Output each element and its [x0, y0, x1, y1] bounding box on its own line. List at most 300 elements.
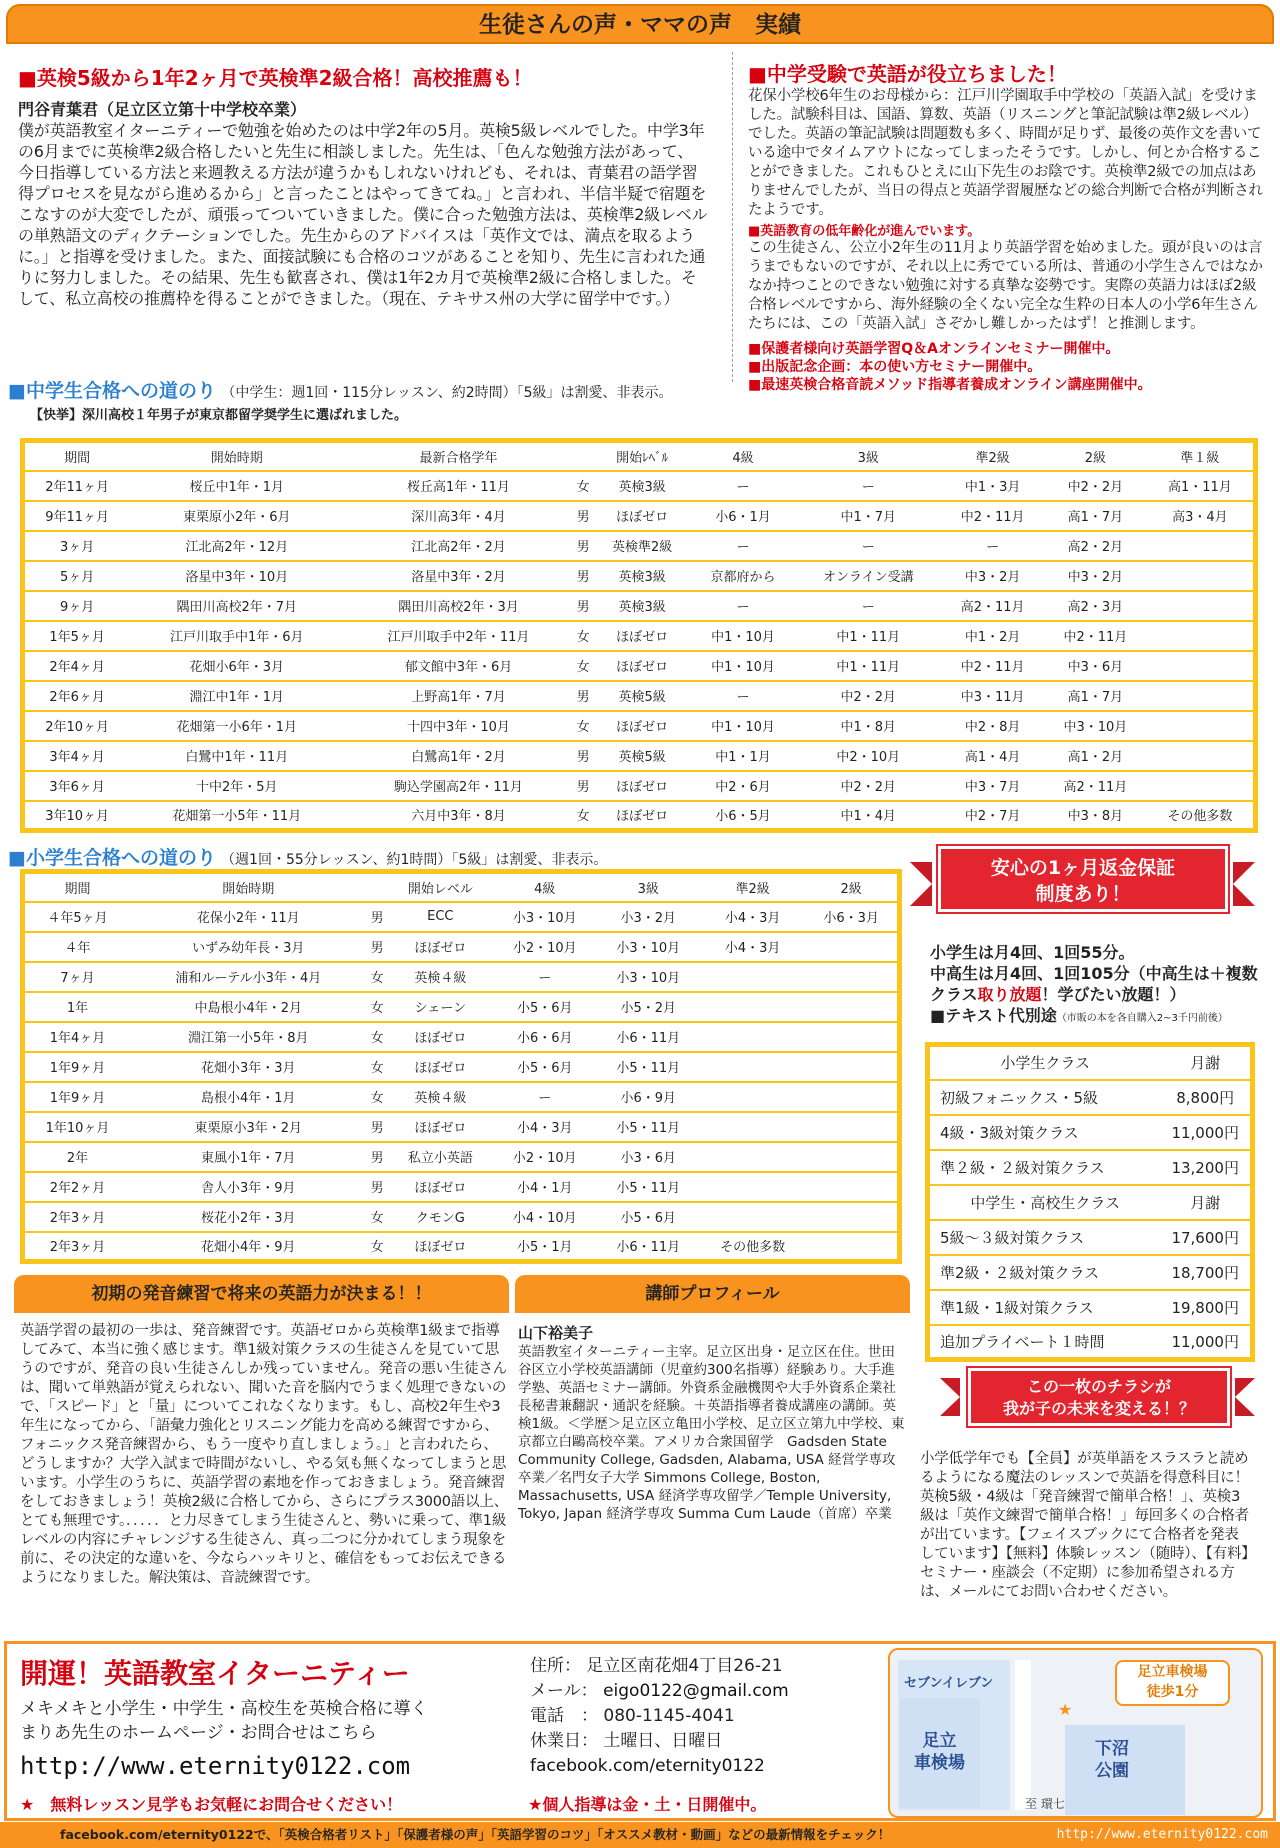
table-cell: ほぼゼロ [594, 621, 691, 651]
table-cell: 小2・10月 [493, 932, 596, 962]
table-cell: ４年5ヶ月 [23, 902, 131, 932]
table-cell: 中2・2月 [795, 681, 941, 711]
table-cell: 桜丘高1年・11月 [344, 471, 572, 501]
tel-value: 080-1145-4041 [603, 1706, 735, 1726]
table-cell: 中3・8月 [1044, 801, 1147, 831]
table-cell: ほぼゼロ [594, 771, 691, 801]
table-cell: ー [795, 531, 941, 561]
table-cell: 準1級・1級対策クラス [928, 1290, 1161, 1325]
table-cell: 中1・4月 [795, 801, 941, 831]
profile-body: 英語教室イターニティー主宰。足立区出身・足立区在住。世田谷区立小学校英語講師（児童約300名指導）経験あり。大手進学塾、英語セミナー講師。外資系金融機関や大手外資系企業社長秘書兼翻訳・通訳を経験。＋英語指導者養成講座の講師。英検1級。＜学歴＞足立区立亀田小学校、足立区立第九中学校、東京都立白鷗高校卒業。アメリカ合衆国留学 Gadsden State Community College, Gadsden, Alabama, USA 経営学専攻卒業／名門女子大学 Simmons College, Boston, Massachusetts, USA 経済学専攻留学／Temple University, Tokyo, Japan 経済学専攻 Summa Cum Laude（首席）卒業 [518, 1344, 905, 1522]
right-story-red: ■英語教育の低年齢化が進んでいます。 [748, 224, 981, 239]
table-cell: 花畑小4年・9月 [130, 1232, 367, 1262]
table-cell: 5ヶ月 [23, 561, 130, 591]
table-cell: 男 [573, 681, 594, 711]
table-row [23, 651, 1256, 681]
jhs-note: 【快挙】深川高校１年男子が東京都留学奨学生に選ばれました。 [30, 408, 408, 423]
table-cell: 女 [367, 992, 388, 1022]
table-header: 4級 [691, 441, 796, 471]
right-story-body1: 花保小学校6年生のお母様から：江戸川学園取手中学校の「英語入試」を受けました。試験科目は、国語、算数、英語（リスニングと筆記試験は準2級レベル）でした。英語の筆記試験は問題数も多く、時間が足りず、最後の英作文を書いている途中でタイムアウトになってしまったそうです。しかし、何とか合格することができました。これもひとえに山下先生のお陰です。英検準2級での加点はありませんでしたが、当日の得点と英語学習履歴などの総合判断で合格が判断されたようです。 [748, 88, 1263, 218]
left-story-body: 僕が英語教室イターニティーで勉強を始めたのは中学2年の5月。英検5級レベルでした。中学3年の6月までに英検準2級合格したいと先生に相談しました。先生は、「色んな勉強方法があって、今日指導している方法と来週教える方法が違うかもしれないけれども、それは、青葉君の語学習得プロセスを見ながら進めるから」と言ったことはやってきてね。」と言われ、半信半疑で宿題をこなすのが大変でしたが、頑張ってついていきました。僕に合った勉強方法は、英検準2級レベルの単熟語文のディクテーションでした。先生からのアドバイスは「英作文では、満点を取るように。」と指導を受けました。また、面接試験にも合格のコツがあることを知り、先生に言われた通りに努力しました。その結果、先生も歓喜され、僕は1年2カ月で英検準2級に合格しました。そして、私立高校の推薦枠を得ることができました。（現在、テキサス州の大学に留学中です。） [18, 121, 708, 308]
table-cell: 中2・11月 [941, 651, 1044, 681]
table-cell: 舎人小3年・9月 [130, 1172, 367, 1202]
table-cell: 高2・11月 [941, 591, 1044, 621]
table-cell: 中2・2月 [795, 771, 941, 801]
table-cell: 19,800円 [1160, 1290, 1252, 1325]
page-header: 生徒さんの声・ママの声 実績 [6, 4, 1274, 44]
table-cell: 私立小英語 [388, 1142, 493, 1172]
table-cell: ー [941, 531, 1044, 561]
table-header: 期間 [23, 872, 131, 902]
table-cell [700, 962, 805, 992]
ele-results-table [20, 869, 902, 1264]
table-cell [700, 1172, 805, 1202]
table-cell: 隅田川高校2年・3月 [344, 591, 572, 621]
table-cell: 花畑第一小6年・1月 [129, 711, 344, 741]
table-header: 開始ﾚﾍﾞﾙ [594, 441, 691, 471]
profile [518, 1322, 908, 1523]
table-cell: 中学生・高校生クラス [928, 1185, 1161, 1220]
table-cell: 3年10ヶ月 [23, 801, 130, 831]
table-cell [1147, 681, 1256, 711]
table-cell: 13,200円 [1160, 1150, 1252, 1185]
free-lesson-note: ★ 無料レッスン見学もお気軽にお問合せください！ [20, 1795, 403, 1814]
private-lesson-note: ★個人指導は金・土・日開催中。 [528, 1795, 767, 1814]
table-cell: 女 [367, 1202, 388, 1232]
ribbon-tail-right [1233, 862, 1255, 906]
table-cell [1147, 651, 1256, 681]
table-cell: 3年4ヶ月 [23, 741, 130, 771]
bottom-bar-url[interactable]: http://www.eternity0122.com [1056, 1827, 1268, 1842]
table-header: 開始時期 [129, 441, 344, 471]
flyer-ribbon: この一枚のチラシが 我が子の未来を変える！？ [968, 1368, 1230, 1426]
ele-title: ■小学生合格への道のり [8, 847, 216, 869]
table-row [23, 1082, 900, 1112]
table-cell [805, 1022, 899, 1052]
table-cell: 中3・2月 [941, 561, 1044, 591]
table-header: 準2級 [941, 441, 1044, 471]
table-cell: 高1・11月 [1147, 471, 1256, 501]
table-cell: 洛星中3年・2月 [344, 561, 572, 591]
table-cell: 六月中3年・8月 [344, 801, 572, 831]
table-cell: ECC [388, 902, 493, 932]
table-cell: 江戸川取手中1年・6月 [129, 621, 344, 651]
table-cell: 11,000円 [1160, 1325, 1252, 1360]
table-cell: 深川高3年・4月 [344, 501, 572, 531]
table-cell: ほぼゼロ [388, 1172, 493, 1202]
table-cell: 1年 [23, 992, 131, 1022]
table-cell [700, 1112, 805, 1142]
table-cell: 中2・11月 [941, 501, 1044, 531]
table-header: 期間 [23, 441, 130, 471]
table-cell: 男 [367, 1112, 388, 1142]
table-row [23, 1112, 900, 1142]
table-cell: その他多数 [700, 1232, 805, 1262]
table-cell: 中1・11月 [795, 651, 941, 681]
table-cell: 追加プライベート１時間 [928, 1325, 1161, 1360]
table-cell: 東栗原小3年・2月 [130, 1112, 367, 1142]
table-cell: 9年11ヶ月 [23, 501, 130, 531]
bottom-bar [0, 1822, 1280, 1848]
table-cell: 女 [573, 801, 594, 831]
table-row [23, 1202, 900, 1232]
school-name: 開運！英語教室イターニティー [20, 1657, 410, 1690]
address-value: 足立区南花畑4丁目26-21 [586, 1656, 783, 1676]
table-cell: 男 [367, 1142, 388, 1172]
price-row [928, 1255, 1253, 1290]
table-header: 2級 [805, 872, 899, 902]
ele-subtitle: （週1回・55分レッスン、約1時間）「5級」は割愛、非表示。 [221, 852, 608, 868]
holiday-label: 休業日： [530, 1731, 598, 1751]
table-cell: 小3・10月 [597, 962, 700, 992]
table-cell: 女 [367, 962, 388, 992]
bullet: ■最速英検合格音読メソッド指導者養成オンライン講座開催中。 [748, 377, 1152, 393]
table-cell: 3年6ヶ月 [23, 771, 130, 801]
table-cell: 隅田川高校2年・7月 [129, 591, 344, 621]
table-cell: 中1・10月 [691, 711, 796, 741]
map-target-star-icon: ★ [1058, 1700, 1073, 1719]
address-row [530, 1654, 860, 1679]
table-cell: 小3・10月 [597, 932, 700, 962]
table-cell [805, 962, 899, 992]
table-cell: 十中2年・5月 [129, 771, 344, 801]
price-row [928, 1150, 1253, 1185]
table-cell: 小4・3月 [700, 932, 805, 962]
table-cell: 英検４級 [388, 962, 493, 992]
price-row [928, 1080, 1253, 1115]
table-cell: 上野高1年・7月 [344, 681, 572, 711]
table-cell: 中1・2月 [941, 621, 1044, 651]
table-cell: 洛星中3年・10月 [129, 561, 344, 591]
left-story-headline: ■英検5級から1年2ヶ月で英検準2級合格！高校推薦も！ [18, 66, 533, 90]
table-row [23, 1142, 900, 1172]
map-block2-label: 下沼 公園 [1095, 1739, 1129, 1781]
table-cell: ほぼゼロ [388, 932, 493, 962]
table-cell: 3ヶ月 [23, 531, 130, 561]
pricing-line2b: 複数クラス [930, 964, 1258, 1004]
table-cell: 英検3級 [594, 471, 691, 501]
table-cell: 月謝 [1160, 1045, 1252, 1080]
table-cell: 小6・11月 [597, 1232, 700, 1262]
table-header [573, 441, 594, 471]
table-cell [1147, 711, 1256, 741]
table-cell [805, 1142, 899, 1172]
right-story-bullets [748, 340, 1263, 394]
left-story-author: 門谷青葉君（足立区立第十中学校卒業） [18, 100, 307, 119]
table-cell [700, 1202, 805, 1232]
pricing-table [925, 1042, 1255, 1362]
guarantee-ribbon: 安心の1ヶ月返金保証 制度あり！ [938, 846, 1228, 912]
price-header-row [928, 1045, 1253, 1080]
table-cell: ー [795, 591, 941, 621]
table-cell: ほぼゼロ [388, 1112, 493, 1142]
table-cell: 女 [573, 471, 594, 501]
table-cell: 小5・11月 [597, 1172, 700, 1202]
table-cell: ー [795, 471, 941, 501]
table-header: 最新合格学年 [344, 441, 572, 471]
table-cell: 中2・10月 [795, 741, 941, 771]
table-cell: 1年4ヶ月 [23, 1022, 131, 1052]
table-cell: 小5・11月 [597, 1112, 700, 1142]
table-cell: 女 [367, 1052, 388, 1082]
table-cell: 英検準2級 [594, 531, 691, 561]
table-cell: 2年3ヶ月 [23, 1232, 131, 1262]
table-cell: 中1・10月 [691, 621, 796, 651]
table-cell: 小6・11月 [597, 1022, 700, 1052]
table-cell: ほぼゼロ [594, 711, 691, 741]
mail-label: メール： [530, 1681, 598, 1701]
table-row [23, 621, 1256, 651]
table-cell: 淵江第一小5年・8月 [130, 1022, 367, 1052]
table-cell: 女 [367, 1022, 388, 1052]
table-header-row [23, 441, 1256, 471]
table-cell: クモンG [388, 1202, 493, 1232]
table-header-row [23, 872, 900, 902]
pricing-line2d: ！学びたい放題！） [1041, 985, 1186, 1004]
table-cell: 淵江中1年・1月 [129, 681, 344, 711]
tel-label: 電話 ： [530, 1706, 598, 1726]
table-cell [805, 1202, 899, 1232]
jhs-title-row [8, 376, 748, 403]
table-row [23, 471, 1256, 501]
table-row [23, 962, 900, 992]
table-cell: 花畑小6年・3月 [129, 651, 344, 681]
table-cell: 島根小4年・1月 [130, 1082, 367, 1112]
right-story-headline: ■中学受験で英語が役立ちました！ [748, 62, 1067, 86]
table-cell: 英検3級 [594, 561, 691, 591]
table-cell [1147, 741, 1256, 771]
table-cell: 桜花小2年・3月 [130, 1202, 367, 1232]
table-cell: 女 [573, 651, 594, 681]
table-cell [1147, 591, 1256, 621]
table-cell: 中1・11月 [795, 621, 941, 651]
table-cell: 中3・6月 [1044, 651, 1147, 681]
table-cell: 東栗原小2年・6月 [129, 501, 344, 531]
bullet: ■保護者様向け英語学習Q＆Aオンラインセミナー開催中。 [748, 341, 1120, 357]
holiday-row [530, 1729, 860, 1754]
table-cell: 初級フォニックス・5級 [928, 1080, 1161, 1115]
table-cell: 男 [573, 741, 594, 771]
table-cell: 江北高2年・12月 [129, 531, 344, 561]
table-cell: 小4・10月 [493, 1202, 596, 1232]
table-cell: 小6・1月 [691, 501, 796, 531]
table-cell: ほぼゼロ [388, 1232, 493, 1262]
table-header: 3級 [795, 441, 941, 471]
table-cell: 女 [367, 1082, 388, 1112]
table-cell: 17,600円 [1160, 1220, 1252, 1255]
price-row [928, 1290, 1253, 1325]
table-row [23, 561, 1256, 591]
access-map [888, 1648, 1263, 1818]
table-row [23, 741, 1256, 771]
table-cell: 月謝 [1160, 1185, 1252, 1220]
table-cell: 高2・3月 [1044, 591, 1147, 621]
table-cell: 中3・7月 [941, 771, 1044, 801]
table-cell: 女 [573, 711, 594, 741]
table-cell: 男 [573, 531, 594, 561]
table-cell: 浦和ルーテル小3年・4月 [130, 962, 367, 992]
pricing-info [930, 942, 1270, 1029]
mail-row [530, 1679, 860, 1704]
table-cell: 2年 [23, 1142, 131, 1172]
table-cell: ほぼゼロ [594, 651, 691, 681]
map-target-label: 足立車検場 徒歩1分 [1115, 1660, 1230, 1706]
table-cell: 高3・4月 [1147, 501, 1256, 531]
table-cell: 男 [367, 932, 388, 962]
table-row [23, 531, 1256, 561]
left-story [18, 62, 708, 309]
address-label: 住所： [530, 1656, 581, 1676]
table-cell: ー [691, 591, 796, 621]
table-cell [700, 992, 805, 1022]
table-cell: 花畑第一小5年・11月 [129, 801, 344, 831]
table-cell: 1年5ヶ月 [23, 621, 130, 651]
table-cell: 2年6ヶ月 [23, 681, 130, 711]
table-cell: 白鷺高1年・2月 [344, 741, 572, 771]
table-cell [805, 1052, 899, 1082]
table-cell: ー [493, 962, 596, 992]
profile-title: 講師プロフィール [515, 1275, 910, 1313]
email-link[interactable]: eigo0122@gmail.com [603, 1681, 789, 1701]
jhs-title: ■中学生合格への道のり [8, 380, 216, 402]
table-cell: 中1・7月 [795, 501, 941, 531]
table-cell: 中2・7月 [941, 801, 1044, 831]
table-cell: 高2・11月 [1044, 771, 1147, 801]
table-cell [805, 1232, 899, 1262]
table-cell: 男 [367, 1172, 388, 1202]
map-store-label: セブンイレブン [904, 1676, 994, 1691]
table-cell: ほぼゼロ [594, 801, 691, 831]
table-cell: 小6・5月 [691, 801, 796, 831]
table-cell: 英検5級 [594, 741, 691, 771]
table-cell: オンライン受講 [795, 561, 941, 591]
jhs-results-table [20, 438, 1258, 833]
table-cell: 9ヶ月 [23, 591, 130, 621]
table-row [23, 711, 1256, 741]
table-cell: 中3・10月 [1044, 711, 1147, 741]
table-cell: 高1・4月 [941, 741, 1044, 771]
table-cell: 2年3ヶ月 [23, 1202, 131, 1232]
table-row [23, 1022, 900, 1052]
table-cell: 高2・2月 [1044, 531, 1147, 561]
table-cell: 1年9ヶ月 [23, 1082, 131, 1112]
price-header-row [928, 1185, 1253, 1220]
table-cell: 江北高2年・2月 [344, 531, 572, 561]
contact-info [530, 1654, 860, 1779]
facebook-link[interactable]: facebook.com/eternity0122 [530, 1756, 765, 1776]
table-cell: 男 [573, 771, 594, 801]
table-cell: 小2・10月 [493, 1142, 596, 1172]
flyer-body: 小学低学年でも【全員】が英単語をスラスラと読めるようになる魔法のレッスンで英語を得意科目に！ 英検5級・4級は「発音練習で簡単合格！」、英検3級は「英作文練習で簡単合格！」毎回多くの合格者が出ています。【フェイスブックにて合格者を発表しています】【無料】体験レッスン（随時）、【有料】セミナー・座談会（不定期）に参加希望される方は、メールにてお問い合わせください。 [920, 1451, 1264, 1600]
table-cell: シェーン [388, 992, 493, 1022]
table-cell: 2年10ヶ月 [23, 711, 130, 741]
table-cell [1147, 621, 1256, 651]
table-cell [700, 1022, 805, 1052]
table-cell: 小6・9月 [597, 1082, 700, 1112]
table-cell [1147, 771, 1256, 801]
table-row [23, 1172, 900, 1202]
table-cell [700, 1142, 805, 1172]
table-cell: 中島根小4年・2月 [130, 992, 367, 1022]
table-cell [805, 992, 899, 1022]
pricing-line2c: 取り放題 [977, 985, 1042, 1004]
table-cell: 小6・3月 [805, 902, 899, 932]
table-cell: 中1・8月 [795, 711, 941, 741]
pricing-line3a: ■テキスト代別途 [930, 1006, 1057, 1025]
table-cell: 中2・11月 [1044, 621, 1147, 651]
ribbon-tail-right [1235, 1378, 1255, 1416]
table-cell: 小5・6月 [493, 1052, 596, 1082]
table-cell: 2年11ヶ月 [23, 471, 130, 501]
table-cell: 女 [367, 1232, 388, 1262]
table-cell [805, 932, 899, 962]
table-cell [700, 1052, 805, 1082]
table-header: 4級 [493, 872, 596, 902]
table-cell: 1年9ヶ月 [23, 1052, 131, 1082]
table-cell: ー [691, 531, 796, 561]
table-cell: 準２級・２級対策クラス [928, 1150, 1161, 1185]
table-cell: 中2・6月 [691, 771, 796, 801]
table-cell: 英検5級 [594, 681, 691, 711]
table-cell: ー [691, 681, 796, 711]
table-cell: 5級～３級対策クラス [928, 1220, 1161, 1255]
table-cell: 花畑小3年・3月 [130, 1052, 367, 1082]
table-cell: 8,800円 [1160, 1080, 1252, 1115]
table-cell: 小4・3月 [700, 902, 805, 932]
website-link[interactable]: http://www.eternity0122.com [20, 1752, 411, 1780]
bullet: ■出版記念企画：本の使い方セミナー開催中。 [748, 359, 1042, 375]
map-road [1015, 1660, 1031, 1810]
table-cell: 花保小2年・11月 [130, 902, 367, 932]
table-cell: 江戸川取手中2年・11月 [344, 621, 572, 651]
table-cell: 1年10ヶ月 [23, 1112, 131, 1142]
table-cell: 小4・1月 [493, 1172, 596, 1202]
tel-row [530, 1704, 860, 1729]
table-cell: 小3・10月 [493, 902, 596, 932]
table-cell [700, 1082, 805, 1112]
table-header [367, 872, 388, 902]
table-cell: 京都府から [691, 561, 796, 591]
bottom-bar-text: facebook.com/eternity0122で、「英検合格者リスト」「保護者様の声」「英語学習のコツ」「オススメ教材・動画」などの最新情報をチェック！ [60, 1827, 891, 1842]
table-cell [805, 1082, 899, 1112]
price-row [928, 1220, 1253, 1255]
table-row [23, 992, 900, 1022]
holiday-value: 土曜日、日曜日 [603, 1731, 723, 1751]
table-cell: 郁文館中3年・6月 [344, 651, 572, 681]
table-cell: 男 [573, 591, 594, 621]
table-row [23, 501, 1256, 531]
table-cell: いずみ幼年長・3月 [130, 932, 367, 962]
table-cell: ４年 [23, 932, 131, 962]
table-cell: 男 [367, 902, 388, 932]
pricing-line2a: 中高生は月4回、1回105分（中高生は＋ [930, 964, 1226, 983]
column-divider [732, 52, 733, 382]
table-header: 3級 [597, 872, 700, 902]
table-cell: 白鷺中1年・11月 [129, 741, 344, 771]
table-cell: 小3・2月 [597, 902, 700, 932]
table-header: 2級 [1044, 441, 1147, 471]
table-cell: 2年2ヶ月 [23, 1172, 131, 1202]
ele-title-row [8, 843, 908, 870]
table-row [23, 771, 1256, 801]
table-cell: ほぼゼロ [388, 1022, 493, 1052]
map-block1-label: 足立 車検場 [914, 1731, 965, 1773]
table-header: 準2級 [700, 872, 805, 902]
price-row [928, 1115, 1253, 1150]
table-cell: 東風小1年・7月 [130, 1142, 367, 1172]
table-cell: 小5・2月 [597, 992, 700, 1022]
table-cell: 高1・2月 [1044, 741, 1147, 771]
